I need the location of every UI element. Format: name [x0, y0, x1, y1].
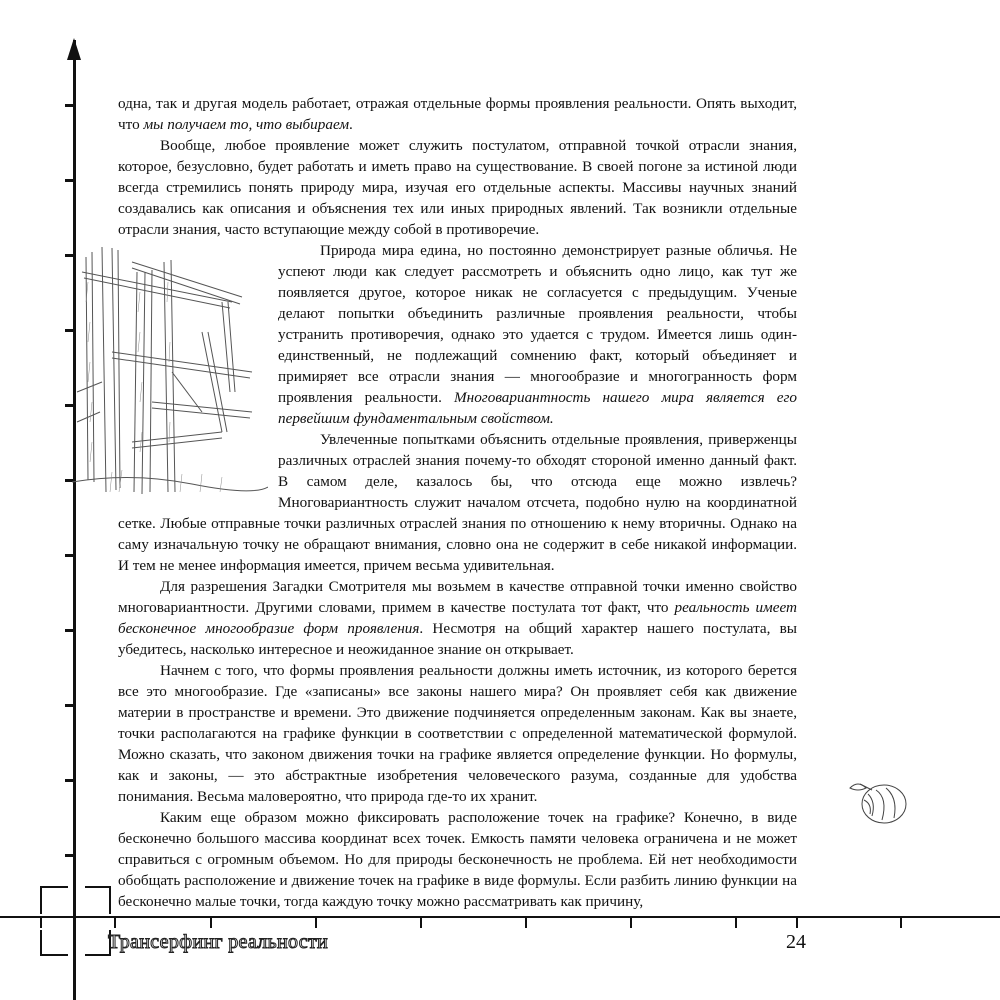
text-segment: . [349, 116, 353, 133]
paragraph [118, 807, 797, 912]
margin-tick [65, 779, 74, 782]
text-segment: одна, так и другая модель работает, отражая отдельные формы проявления реальности. Опять выходит, что [118, 95, 797, 133]
body-text [118, 93, 797, 912]
margin-tick [65, 854, 74, 857]
margin-tick [65, 104, 74, 107]
margin-arrow-icon [67, 38, 81, 60]
footer-tick [210, 916, 212, 928]
paragraph [118, 660, 797, 807]
footer-tick [900, 916, 902, 928]
margin-tick [65, 704, 74, 707]
text-segment: Начнем с того, что формы проявления реальности должны иметь источник, из которого берется все это многообразие. Где «записаны» все законы нашего мира? Он проявляет себя как движение материи в пространстве и времени. Это движение подчиняется определенным законам. Как вы знаете, точки располагаются на графике функции в соответствии с определенной математической формулой. Можно сказать, что законом движения точки на графике является определение функции. Но формулы, как и законы, — это абстрактные изобретения человеческого разума, созданные для удобства понимания. Весьма маловероятно, что природа где-то их хранит. [118, 662, 797, 805]
paragraph [118, 576, 797, 660]
text-segment: . Несмотря на общий характер нашего постулата, вы убедитесь, насколько интересное и неожиданное знание он открывает. [118, 620, 797, 658]
emphasis-text: мы получаем то, что выбираем [143, 116, 350, 133]
paragraph [118, 135, 797, 240]
margin-tick [65, 179, 74, 182]
sketch-wooden-scaffold-icon [72, 242, 268, 495]
footer-tick [420, 916, 422, 928]
crop-mark [40, 930, 68, 956]
footer-tick [630, 916, 632, 928]
footer-horizontal-rule [0, 916, 1000, 918]
footer-book-title: Трансерфинг реальности [108, 931, 328, 953]
crop-mark [85, 886, 111, 914]
text-segment: Природа мира едина, но постоянно демонстрирует разные обличья. Не успеют люди как следует рассмотреть и объяснить одно лицо, как тут же появляется другое, которое никак не согласуется с предыдущим. Ученые делают попытки объединить различные проявления реальности, чтобы устранить противоречия, однако это удается с трудом. Имеется лишь один-единственный, не подлежащий сомнению факт, который объединяет и примиряет все отрасли знания — многообразие и многогранность форм проявления реальности. [278, 242, 797, 406]
footer-tick [114, 916, 116, 928]
text-segment: Каким еще образом можно фиксировать расположение точек на графике? Конечно, в виде бесконечно большого массива координат всех точек. Емкость памяти человека ограничена и не может справиться с огромным объемом. Но для природы бесконечность не проблема. Ей нет необходимости обобщать расположение и движение точек на графике в виде формулы. Если разбить линию функции на бесконечно малые точки, тогда каждую точку можно рассматривать как причину, [118, 809, 797, 910]
margin-tick [65, 554, 74, 557]
footer-tick [796, 916, 798, 928]
sketch-apple-icon [846, 776, 910, 826]
text-segment: Вообще, любое проявление может служить постулатом, отправной точкой отрасли знания, которое, безусловно, будет работать и иметь право на существование. В своей погоне за истиной люди всегда стремились понять природу мира, изучая его отдельные аспекты. Массивы научных знаний создавались как описания и объяснения тех или иных природных явлений. Так возникли отдельные отрасли знания, часто вступающие между собой в противоречие. [118, 137, 797, 238]
footer-tick [525, 916, 527, 928]
margin-tick [65, 629, 74, 632]
emphasis-text: Многовариантность нашего мира является его первейшим фундаментальным свойством. [278, 389, 797, 427]
footer-tick [735, 916, 737, 928]
emphasis-text: реальность имеет бесконечное многообразие форм проявления [118, 599, 797, 637]
text-segment: Для разрешения Загадки Смотрителя мы возьмем в качестве отправной точки именно свойство многовариантности. Другими словами, примем в качестве постулата тот факт, что [118, 578, 797, 616]
page-number: 24 [786, 931, 806, 953]
paragraph [118, 93, 797, 135]
crop-mark [40, 886, 68, 914]
footer-tick [40, 916, 42, 928]
footer-tick [315, 916, 317, 928]
text-segment: Увлеченные попытками объяснить отдельные проявления, приверженцы различных отраслей знания почему-то обходят стороной именно данный факт. В самом деле, казалось бы, что отсюда еще можно извлечь? Многовариантность служит началом отсчета, подобно нулю на координатной сетке. Любые отправные точки различных отраслей знания по отношению к нему вторичны. Однако на саму изначальную точку не обращают внимания, словно она не содержит в себе никакой информации. И тем не менее информация имеется, причем весьма удивительная. [118, 431, 797, 574]
